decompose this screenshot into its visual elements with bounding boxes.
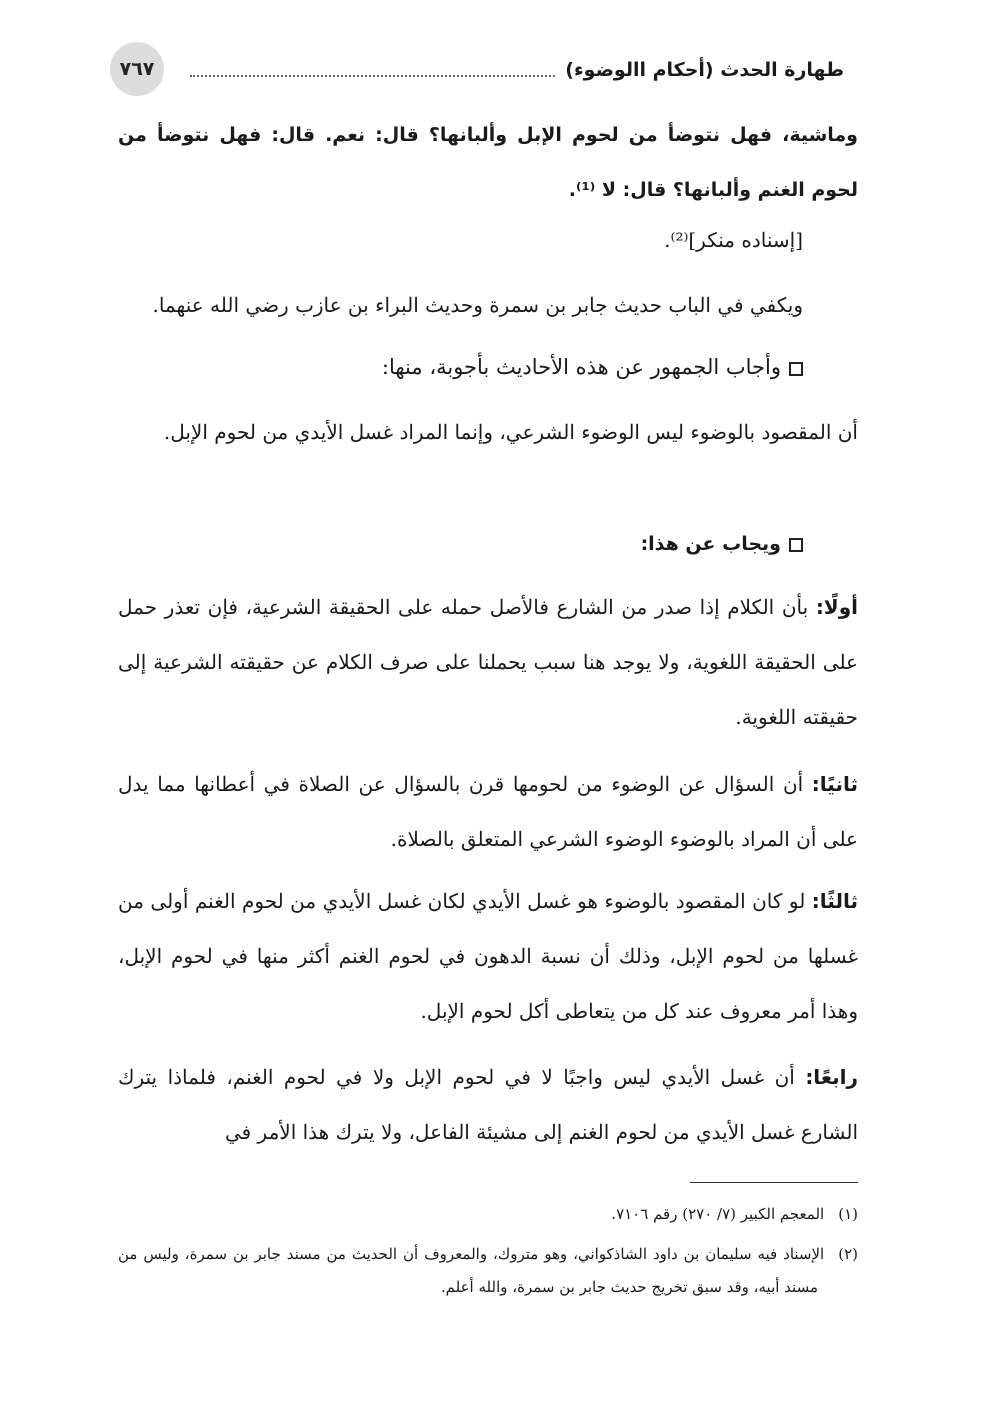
paragraph-fourth-point [118,1050,858,1160]
footnote-text: المعجم الكبير (٧/ ٢٧٠) رقم ٧١٠٦. [611,1205,825,1223]
footnote-number: (١) [838,1205,858,1223]
heading-majority-answers [118,340,858,395]
checkbox-square-icon [789,362,803,376]
running-header [180,50,844,90]
footnote-2 [118,1238,858,1304]
footnote-number: (٢) [838,1245,858,1263]
paragraph-third-point [118,874,858,1039]
paragraph-sufficient-evidence: ويكفي في الباب حديث جابر بن سمرة وحديث البراء بن عازب رضي الله عنهما. [152,293,803,317]
heading-majority-answers-text: وأجاب الجمهور عن هذه الأحاديث بأجوبة، منها: [381,355,781,379]
paragraph-isnad-grade: [إسناده منكر]⁽²⁾. [664,228,803,252]
point-text-fourth: أن غسل الأيدي ليس واجبًا لا في لحوم الإبل ولا في لحوم الغنم، فلماذا يترك الشارع غسل الأيدي من لحوم الغنم إلى مشيئة الفاعل، ولا يترك هذا الأمر في [118,1065,858,1144]
footnote-text: الإسناد فيه سليمان بن داود الشاذكواني، وهو متروك، والمعروف أن الحديث من مسند جابر بن سمرة، وليس من مسند أبيه، وقد سبق تخريج حديث جابر بن سمرة، والله أعلم. [118,1245,825,1296]
paragraph-intended-meaning: أن المقصود بالوضوء ليس الوضوء الشرعي، وإنما المراد غسل الأيدي من لحوم الإبل. [163,420,858,444]
point-label-third: ثالثًا: [811,889,858,913]
paragraph-hadith-continuation: وماشية، فهل نتوضأ من لحوم الإبل وألبانها؟ قال: نعم. قال: فهل نتوضأ من لحوم الغنم وألبانها؟ قال: لا ⁽¹⁾. [118,124,858,201]
page-number: ٧٦٧ [110,42,164,96]
point-label-first: أولًا: [815,595,858,619]
heading-response [118,517,858,572]
point-text-third: لو كان المقصود بالوضوء هو غسل الأيدي لكان غسل الأيدي من لحوم الغنم أولى من غسلها من لحوم الإبل، وذلك أن نسبة الدهون في لحوم الغنم أكثر منها في لحوم الإبل، وهذا أمر معروف عند كل من يتعاطى أكل لحوم الإبل. [118,889,858,1023]
point-text-second: أن السؤال عن الوضوء من لحومها قرن بالسؤال عن الصلاة في أعطانها مما يدل على أن المراد بالوضوء الوضوء الشرعي المتعلق بالصلاة. [118,772,858,851]
header-title: طهارة الحدث (أحكام االوضوء) [565,59,844,81]
footnote-divider [690,1182,858,1183]
point-text-first: بأن الكلام إذا صدر من الشارع فالأصل حمله على الحقيقة الشرعية، فإن تعذر حمل على الحقيقة اللغوية، ولا يوجد هنا سبب يحملنا على صرف الكلام عن حقيقته الشرعية إلى حقيقته اللغوية. [118,595,858,729]
checkbox-square-icon [789,538,803,552]
footnote-1 [118,1198,858,1231]
point-label-second: ثانيًا: [811,772,858,796]
heading-response-text: ويجاب عن هذا: [640,533,781,555]
paragraph-second-point [118,757,858,867]
header-dotted-leader [190,75,555,77]
point-label-fourth: رابعًا: [805,1065,858,1089]
paragraph-first-point [118,580,858,745]
